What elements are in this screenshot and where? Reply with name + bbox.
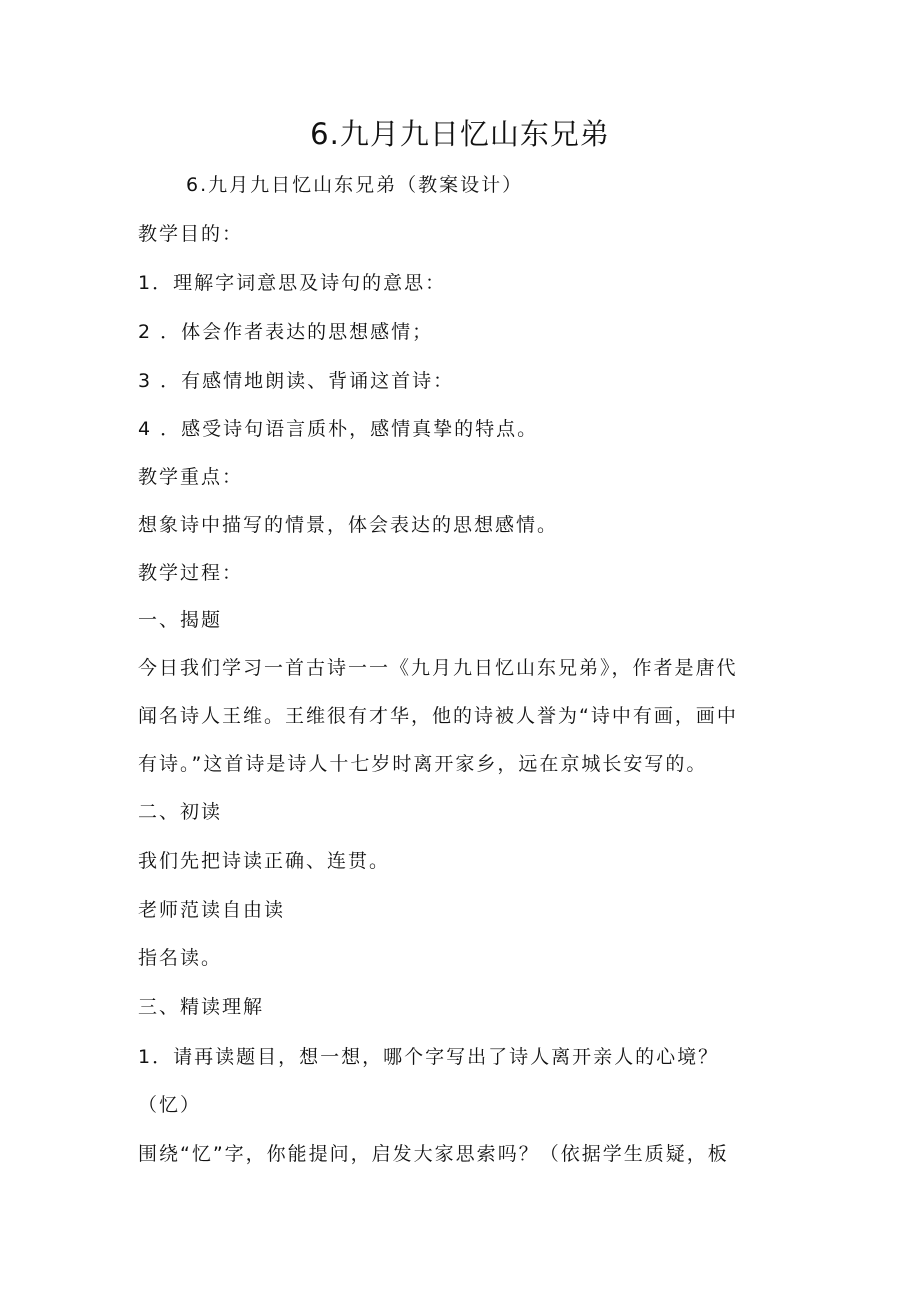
paragraph-line: 老师范读自由读 (138, 899, 286, 921)
heading-key-points: 教学重点： (138, 466, 244, 488)
document-subtitle: 6.九月九日忆山东兄弟（教案设计） (186, 174, 524, 196)
heading-teaching-goals: 教学目的： (138, 223, 244, 245)
goal-item-1: 1．理解字词意思及诗句的意思： (138, 272, 447, 294)
goal-item-4: 4 ．感受诗句语言质朴，感情真挚的特点。 (138, 418, 539, 440)
paragraph-line: 闻名诗人王维。王维很有才华，他的诗被人誉为“诗中有画，画中 (138, 705, 738, 727)
paragraph-line: 有诗。”这首诗是诗人十七岁时离开家乡，远在京城长安写的。 (138, 753, 708, 775)
goal-item-2: 2 ．体会作者表达的思想感情； (138, 321, 434, 343)
paragraph-line: 指名读。 (138, 947, 223, 969)
paragraph-line: 围绕“忆”字，你能提问，启发大家思索吗？（依据学生质疑，板 (138, 1143, 729, 1165)
question-item-1: 1．请再读题目，想一想，哪个字写出了诗人离开亲人的心境？ (138, 1046, 720, 1068)
key-point-text: 想象诗中描写的情景，体会表达的思想感情。 (138, 514, 559, 536)
section-1-heading: 一、揭题 (138, 609, 223, 631)
answer-text: （忆） (138, 1094, 202, 1116)
paragraph-line: 今日我们学习一首古诗一一《九月九日忆山东兄弟》，作者是唐代 (138, 657, 738, 679)
paragraph-line: 我们先把诗读正确、连贯。 (138, 850, 391, 872)
heading-teaching-process: 教学过程： (138, 562, 244, 584)
section-3-heading: 三、精读理解 (138, 996, 265, 1018)
document-title: 6.九月九日忆山东兄弟 (310, 117, 610, 151)
section-2-heading: 二、初读 (138, 801, 223, 823)
goal-item-3: 3 ．有感情地朗读、背诵这首诗： (138, 370, 455, 392)
